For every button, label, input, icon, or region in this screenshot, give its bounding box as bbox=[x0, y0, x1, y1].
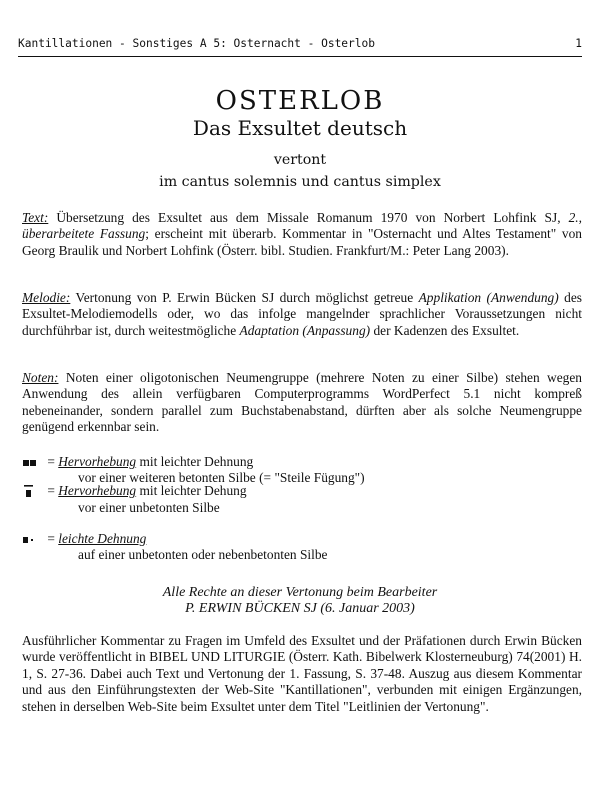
legend-item-leichte-dehnung bbox=[22, 531, 582, 563]
legend-term: leichte Dehnung bbox=[58, 531, 147, 546]
running-header bbox=[18, 37, 582, 50]
legend-rest: mit leichter Dehnung bbox=[136, 454, 254, 469]
note-with-bar-icon bbox=[22, 484, 44, 500]
title-line-cantus: im cantus solemnis und cantus simplex bbox=[159, 174, 441, 190]
noten-text: Noten einer oligotonischen Neumengruppe (mehrere Noten zu einer Silbe) stehen wegen Anwendung des allein verfügbaren Computerprogramms WordPerfect 5.1 nicht kompreß nebeneinander, sondern parallel zum Buchstabenabstand, dürften aber als solche Neumengruppe genügend erkennbar sein. bbox=[22, 370, 582, 435]
melodie-part1: Vertonung von P. Erwin Bücken SJ durch möglichst getreue bbox=[70, 290, 419, 305]
legend-eq: = bbox=[44, 454, 59, 469]
noten-paragraph bbox=[22, 370, 582, 436]
melodie-label: Melodie: bbox=[22, 290, 71, 305]
legend-term: Hervorhebung bbox=[58, 454, 137, 469]
legend-eq: = bbox=[44, 531, 59, 546]
legend-term: Hervorhebung bbox=[58, 483, 137, 498]
rights-line-2: P. ERWIN BÜCKEN SJ (6. Januar 2003) bbox=[185, 601, 415, 616]
legend-item-unbetont bbox=[22, 483, 582, 516]
melodie-part2: des Exsultet-Melodiemodells oder, wo das infolge mangelnder sprachlicher Voraussetzungen nicht durchführbar ist, durch weitestmögliche bbox=[22, 290, 582, 338]
melodie-part3: der Kadenzen des Exsultet. bbox=[370, 322, 520, 338]
text-label: Text: bbox=[22, 210, 49, 225]
text-part1: Übersetzung des Exsultet aus dem Missale Romanum 1970 von Norbert Lohfink SJ, bbox=[48, 210, 569, 225]
double-square-notes-icon bbox=[22, 457, 44, 469]
noten-label: Noten: bbox=[22, 370, 59, 385]
melodie-italic2: Adaptation (Anpassung) bbox=[239, 322, 371, 338]
legend-item-steile-fuegung bbox=[22, 454, 582, 486]
text-part2: ; erscheint mit überarb. Kommentar in "Osternacht und Altes Testament" von Georg Braulik und Norbert Lohfink (Österr. bibl. Studien. Frankfurt/M.: Peter Lang 2003). bbox=[22, 226, 582, 258]
kommentar-paragraph: Ausführlicher Kommentar zu Fragen im Umfeld des Exsultet und der Präfationen durch Erwin Bücken wurde veröffentlicht in BIBEL UND LITURGIE (Österr. Kath. Bibelwerk Klosterneuburg) 74(2001) H. 1, S. 27-36. Dabei auch Text und Vertonung der 1. Fassung, S. 37-48. Auszug aus diesem Kommentar und aus den Einführungstexten der Web-Site "Kantillationen", verbunden mit einigen Ergänzungen, stehen in derselben Web-Site beim Exsultet unter dem Titel "Leitlinien der Vertonung". bbox=[22, 633, 582, 714]
rights-line-1: Alle Rechte an dieser Vertonung beim Bearbeiter bbox=[162, 585, 438, 600]
melodie-paragraph bbox=[22, 290, 582, 339]
melodie-italic1: Applikation (Anwendung) bbox=[418, 290, 559, 305]
text-paragraph bbox=[22, 210, 582, 259]
page-title: OSTERLOB bbox=[215, 86, 385, 116]
legend-description: auf einer unbetonten oder nebenbetonten Silbe bbox=[78, 547, 328, 562]
title-line-vertont: vertont bbox=[273, 152, 327, 168]
legend-eq: = bbox=[44, 483, 59, 498]
legend-description: vor einer unbetonten Silbe bbox=[78, 499, 220, 515]
running-title: Kantillationen - Sonstiges A 5: Osternacht - Osterlob bbox=[18, 37, 375, 50]
page-subtitle: Das Exsultet deutsch bbox=[192, 116, 408, 140]
note-with-dot-icon bbox=[22, 534, 44, 546]
legend-description: vor einer weiteren betonten Silbe (= "Steile Fügung") bbox=[78, 470, 365, 485]
legend-rest: mit leichter Dehung bbox=[136, 483, 247, 498]
text-italic: 2., überarbeitete Fassung bbox=[22, 210, 582, 242]
page-number: 1 bbox=[575, 37, 582, 50]
header-rule bbox=[18, 56, 582, 57]
